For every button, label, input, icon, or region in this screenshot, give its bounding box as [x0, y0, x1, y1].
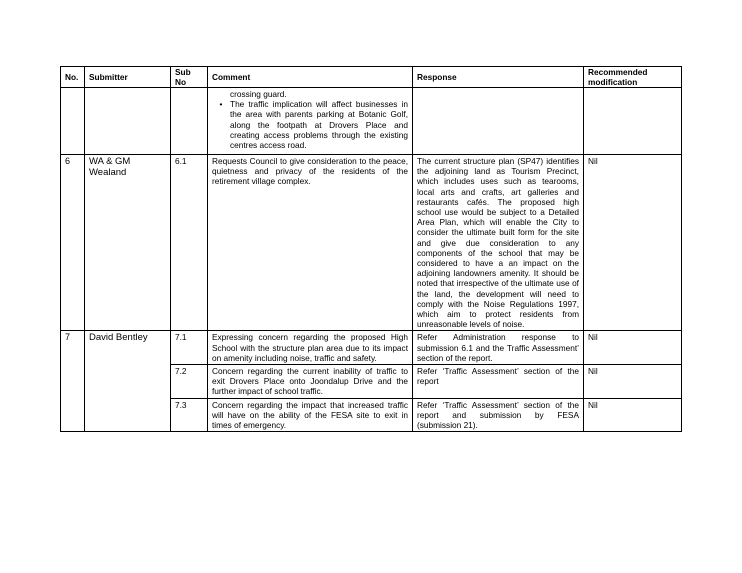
- header-submitter: Submitter: [85, 67, 171, 88]
- cell-response: Refer Administration response to submission 6.1 and the Traffic Assessment’ section of the report.: [413, 331, 584, 365]
- header-recommended-modification: Recommended modification: [584, 67, 682, 88]
- cell-submitter: [85, 88, 171, 155]
- header-comment: Comment: [208, 67, 413, 88]
- cell-sub-no: [171, 88, 208, 155]
- header-sub-no: Sub No: [171, 67, 208, 88]
- header-response: Response: [413, 67, 584, 88]
- cell-modification: Nil: [584, 155, 682, 331]
- cell-comment: Concern regarding the current inability of traffic to exit Drovers Place onto Joondalup Drive and the further impact of school traffic.: [208, 365, 413, 399]
- cell-modification: Nil: [584, 331, 682, 365]
- cell-response: The current structure plan (SP47) identifies the adjoining land as Tourism Precinct, which includes uses such as tearooms, local arts and crafts, art galleries and restaurants cafés. The proposed high school use would be subject to a Detailed Area Plan, which will enable the City to consider the ultimate built form for the site and give due consideration to any components of the school that may be considered to have a an impact on the adjoining landowners amenity. It should be noted that irrespective of the ultimate use of the land, the development will need to comply with the Noise Regulations 1997, which aim to protect residents from unreasonable levels of noise.: [413, 155, 584, 331]
- comment-bullet-item: [212, 99, 408, 150]
- table-row: [61, 88, 682, 155]
- cell-response: Refer ‘Traffic Assessment’ section of the report: [413, 365, 584, 399]
- cell-response: [413, 88, 584, 155]
- cell-no: 7: [61, 331, 85, 432]
- cell-sub-no: 7.2: [171, 365, 208, 399]
- cell-sub-no: 7.3: [171, 398, 208, 432]
- cell-comment: Expressing concern regarding the proposed High School with the structure plan area due to its impact on amenity including noise, traffic and safety.: [208, 331, 413, 365]
- cell-no: 6: [61, 155, 85, 331]
- table-row: [61, 155, 682, 331]
- cell-response: Refer ‘Traffic Assessment’ section of the report and submission by FESA (submission 21).: [413, 398, 584, 432]
- cell-modification: Nil: [584, 398, 682, 432]
- submissions-table: [60, 66, 682, 432]
- cell-modification: [584, 88, 682, 155]
- cell-comment: Requests Council to give consideration to the peace, quietness and privacy of the residents of the retirement village complex.: [208, 155, 413, 331]
- header-row: [61, 67, 682, 88]
- comment-bullet-text: The traffic implication will affect businesses in the area with parents parking at Botanic Golf, along the footpath at Drovers Place and creating access problems through the existing centres access road.: [230, 99, 408, 151]
- header-no: No.: [61, 67, 85, 88]
- comment-continuation: crossing guard.: [230, 89, 287, 99]
- cell-no: [61, 88, 85, 155]
- bullet-icon: •: [219, 99, 223, 110]
- cell-sub-no: 6.1: [171, 155, 208, 331]
- cell-sub-no: 7.1: [171, 331, 208, 365]
- cell-comment: [208, 88, 413, 155]
- cell-submitter: WA & GM Wealand: [85, 155, 171, 331]
- cell-modification: Nil: [584, 365, 682, 399]
- cell-comment: Concern regarding the impact that increased traffic will have on the ability of the FESA site to exit in times of emergency.: [208, 398, 413, 432]
- table-row: [61, 331, 682, 365]
- cell-submitter: David Bentley: [85, 331, 171, 432]
